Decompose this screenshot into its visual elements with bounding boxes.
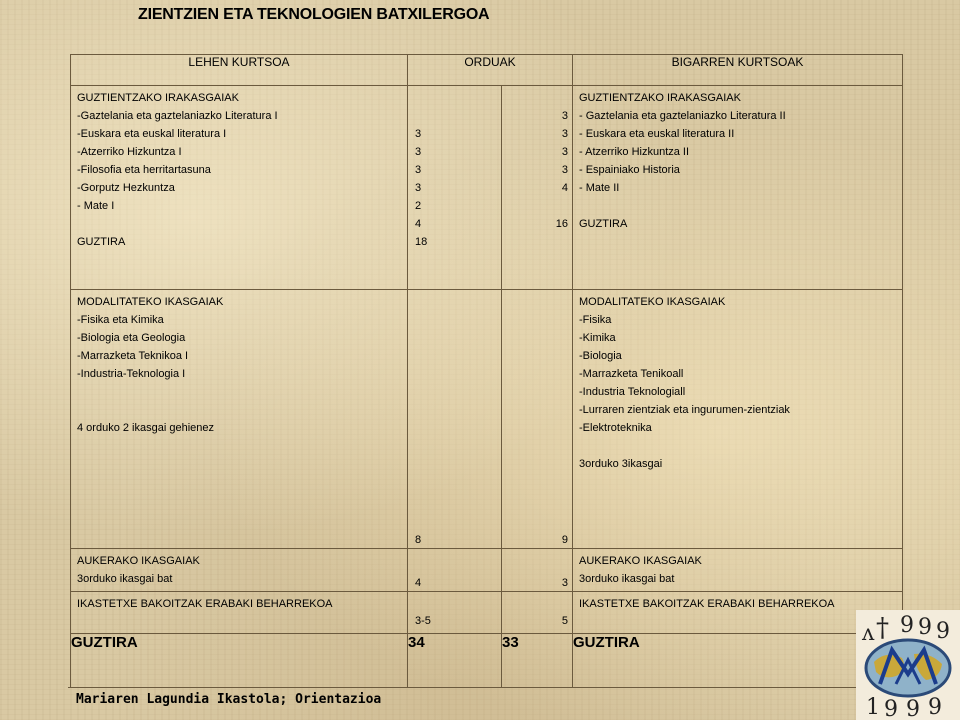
list-item: - Euskara eta euskal literatura II <box>579 128 735 140</box>
svg-text:1: 1 <box>866 695 880 720</box>
total-left-label: GUZTIRA <box>71 634 408 688</box>
hours-total: 18 <box>415 236 428 248</box>
total-right-label: GUZTIRA <box>573 634 903 688</box>
modality-hours-first <box>408 290 502 549</box>
hours-value: 4 <box>561 182 568 194</box>
modality-left-note: 4 orduko 2 ikasgai gehienez <box>77 422 214 434</box>
list-item: 3orduko ikasgai bat <box>579 573 675 585</box>
hours-value: 4 <box>415 577 422 589</box>
modality-left-heading: MODALITATEKO IKASGAIAK <box>77 296 224 308</box>
school-hours-second <box>502 592 573 634</box>
hours-value <box>508 197 568 215</box>
hours-value: 9 <box>561 534 568 546</box>
modality-right-heading: MODALITATEKO IKASGAIAK <box>579 296 726 308</box>
common-hours-first <box>408 86 502 290</box>
hours-value: 3 <box>561 164 568 176</box>
hours-value: 3 <box>415 128 422 140</box>
list-item: -Atzerriko Hizkuntza I <box>77 146 182 158</box>
svg-text:9: 9 <box>900 613 914 638</box>
common-left-heading: GUZTIENTZAKO IRAKASGAIAK <box>77 92 239 104</box>
list-item: -Industria-Teknologia I <box>77 368 186 380</box>
list-item: - Mate I <box>77 200 115 212</box>
list-item: -Marrazketa Tenikoall <box>579 368 684 380</box>
optional-hours-first <box>408 549 502 592</box>
header-hours: ORDUAK <box>408 55 573 86</box>
hours-value: 4 <box>415 218 422 230</box>
list-item: - Mate II <box>579 182 620 194</box>
list-item: -Marrazketa Teknikoa I <box>77 350 189 362</box>
common-right-cell <box>573 86 903 290</box>
optional-right-cell <box>573 549 903 592</box>
school-right-cell <box>573 592 903 634</box>
list-item: - Espainiako Historia <box>579 164 680 176</box>
svg-text:ʌ: ʌ <box>862 621 875 646</box>
svg-text:9: 9 <box>884 697 898 720</box>
svg-text:9: 9 <box>906 697 920 720</box>
hours-value: 3 <box>415 182 422 194</box>
list-item: -Gaztelania eta gaztelaniazko Literatura I <box>77 110 278 122</box>
list-item: -Biologia <box>579 350 622 362</box>
list-item: -Biologia eta Geologia <box>77 332 186 344</box>
common-subjects-row <box>71 86 903 290</box>
hours-value: 3 <box>561 146 568 158</box>
common-left-cell <box>71 86 408 290</box>
list-item: -Elektroteknika <box>579 422 652 434</box>
modality-right-cell <box>573 290 903 549</box>
modality-left-cell <box>71 290 408 549</box>
hours-value: 2 <box>415 200 422 212</box>
optional-hours-second <box>502 549 573 592</box>
hours-value: 3 <box>561 110 568 122</box>
hours-value: 3 <box>561 128 568 140</box>
list-item: -Fisika eta Kimika <box>77 314 164 326</box>
totals-row <box>71 634 903 688</box>
header-second-course: BIGARREN KURTSOAK <box>573 55 903 86</box>
modality-subjects-row <box>71 290 903 549</box>
list-item: - Atzerriko Hizkuntza II <box>579 146 690 158</box>
school-left-text: IKASTETXE BAKOITZAK ERABAKI BEHARREKOA <box>77 598 333 610</box>
common-hours-second <box>502 86 573 290</box>
school-hours-first <box>408 592 502 634</box>
list-item: -Industria Teknologiall <box>579 386 686 398</box>
list-item: -Lurraren zientziak eta ingurumen-zientziak <box>579 404 790 416</box>
modality-right-note: 3orduko 3ikasgai <box>579 458 663 470</box>
svg-text:9: 9 <box>928 695 942 720</box>
common-left-total-label: GUZTIRA <box>77 236 126 248</box>
school-right-text: IKASTETXE BAKOITZAK ERABAKI BEHARREKOA <box>579 598 835 610</box>
curriculum-table <box>70 54 903 688</box>
total-hours-second: 33 <box>502 634 573 688</box>
modality-hours-second <box>502 290 573 549</box>
school-left-cell <box>71 592 408 634</box>
optional-right-heading: AUKERAKO IKASGAIAK <box>579 555 702 567</box>
hours-value: 8 <box>415 534 422 546</box>
school-logo <box>856 610 960 720</box>
header-row <box>71 55 903 86</box>
list-item: -Euskara eta euskal literatura I <box>77 128 227 140</box>
list-item: - Gaztelania eta gaztelaniazko Literatura II <box>579 110 786 122</box>
optional-left-cell <box>71 549 408 592</box>
list-item: -Filosofia eta herritartasuna <box>77 164 211 176</box>
svg-text:†: † <box>876 613 889 643</box>
list-item: -Gorputz Hezkuntza <box>77 182 175 194</box>
header-first-course: LEHEN KURTSOA <box>71 55 408 86</box>
svg-text:9: 9 <box>918 615 932 640</box>
hours-value: 3-5 <box>415 615 431 627</box>
hours-value: 3 <box>415 146 422 158</box>
hours-value: 5 <box>561 615 568 627</box>
optional-left-heading: AUKERAKO IKASGAIAK <box>77 555 200 567</box>
common-right-total-label: GUZTIRA <box>579 218 628 230</box>
svg-text:9: 9 <box>936 619 950 644</box>
school-decision-row <box>71 592 903 634</box>
footer-text: Mariaren Lagundia Ikastola; Orientazioa <box>76 692 382 707</box>
hours-value: 3 <box>561 577 568 589</box>
footer-divider <box>68 687 828 688</box>
list-item: -Fisika <box>579 314 612 326</box>
total-hours-first: 34 <box>408 634 502 688</box>
list-item: -Kimika <box>579 332 616 344</box>
common-right-heading: GUZTIENTZAKO IRAKASGAIAK <box>579 92 741 104</box>
page-title: ZIENTZIEN ETA TEKNOLOGIEN BATXILERGOA <box>138 6 490 23</box>
optional-subjects-row <box>71 549 903 592</box>
list-item: 3orduko ikasgai bat <box>77 573 173 585</box>
school-logo-icon <box>856 610 960 720</box>
hours-total: 16 <box>555 218 568 230</box>
hours-value: 3 <box>415 164 422 176</box>
